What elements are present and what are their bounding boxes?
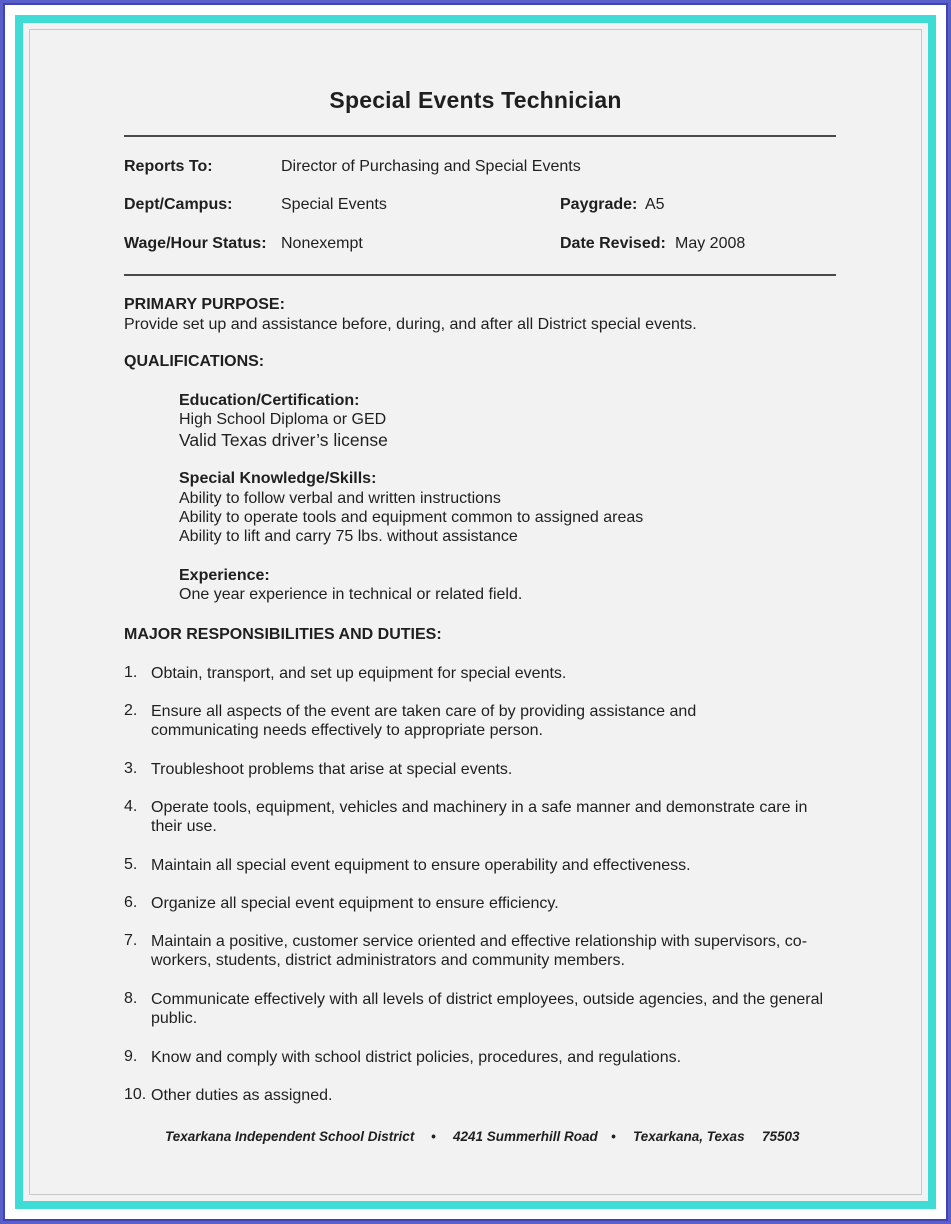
document: [23, 23, 928, 1201]
document-title: Special Events Technician: [329, 87, 622, 113]
wage-status-label: Wage/Hour Status:: [124, 235, 267, 252]
duty-text: Maintain all special event equipment to ensure operability and effectiveness.: [151, 857, 691, 874]
duty-number: 7.: [124, 932, 138, 949]
duty-text: Communicate effectively with all levels of district employees, outside agencies, and the general public.: [151, 991, 824, 1027]
duty-text: Ensure all aspects of the event are taken care of by providing assistance and communicating needs effectively to appropriate person.: [151, 703, 697, 739]
duty-text: Organize all special event equipment to ensure efficiency.: [151, 895, 559, 912]
duty-text: Know and comply with school district policies, procedures, and regulations.: [151, 1049, 682, 1066]
page-border: [3, 3, 948, 1221]
primary-purpose-text: Provide set up and assistance before, during, and after all District special events.: [124, 316, 697, 333]
duty-number: 5.: [124, 856, 138, 873]
skills-heading: Special Knowledge/Skills:: [179, 470, 377, 487]
duty-number: 8.: [124, 990, 138, 1007]
date-revised-value: May 2008: [675, 235, 746, 252]
footer-district: Texarkana Independent School District: [165, 1129, 415, 1144]
duty-number: 9.: [124, 1048, 138, 1065]
reports-to-value: Director of Purchasing and Special Events: [281, 158, 581, 175]
duty-text: Operate tools, equipment, vehicles and machinery in a safe manner and demonstrate care in their use.: [151, 799, 808, 835]
education-heading: Education/Certification:: [179, 392, 360, 409]
skill-item: Ability to operate tools and equipment common to assigned areas: [179, 509, 644, 526]
reports-to-label: Reports To:: [124, 158, 213, 175]
footer-bullet: •: [431, 1129, 436, 1144]
education-item: Valid Texas driver’s license: [179, 430, 388, 450]
duty-number: 10.: [124, 1086, 147, 1103]
dept-value: Special Events: [281, 196, 387, 213]
education-item: High School Diploma or GED: [179, 411, 387, 428]
duty-text: Maintain a positive, customer service oriented and effective relationship with supervisors, co-workers, students, district administrators and community members.: [151, 933, 808, 969]
skill-item: Ability to lift and carry 75 lbs. without assistance: [179, 528, 518, 545]
duty-text: Troubleshoot problems that arise at special events.: [151, 761, 513, 778]
duty-number: 2.: [124, 702, 138, 719]
duty-text: Obtain, transport, and set up equipment for special events.: [151, 665, 567, 682]
wage-status-value: Nonexempt: [281, 235, 363, 252]
footer-city: Texarkana, Texas: [633, 1129, 745, 1144]
duties-heading: MAJOR RESPONSIBILITIES AND DUTIES:: [124, 626, 442, 643]
date-revised-label: Date Revised:: [560, 235, 666, 252]
paygrade-label: Paygrade:: [560, 196, 638, 213]
header-rule-top: [124, 135, 836, 137]
header-rule-bottom: [124, 274, 836, 276]
skill-item: Ability to follow verbal and written instructions: [179, 490, 501, 507]
duty-number: 4.: [124, 798, 138, 815]
duty-number: 1.: [124, 664, 138, 681]
duty-text: Other duties as assigned.: [151, 1087, 333, 1104]
footer-address: 4241 Summerhill Road: [453, 1129, 598, 1144]
primary-purpose-heading: PRIMARY PURPOSE:: [124, 296, 285, 313]
cyan-frame: [15, 15, 936, 1209]
footer-bullet: •: [611, 1129, 616, 1144]
duty-number: 3.: [124, 760, 138, 777]
footer-zip: 75503: [762, 1129, 800, 1144]
paygrade-value: A5: [645, 196, 665, 213]
experience-heading: Experience:: [179, 567, 270, 584]
qualifications-heading: QUALIFICATIONS:: [124, 353, 265, 370]
duty-number: 6.: [124, 894, 138, 911]
experience-text: One year experience in technical or related field.: [179, 586, 523, 603]
dept-label: Dept/Campus:: [124, 196, 233, 213]
